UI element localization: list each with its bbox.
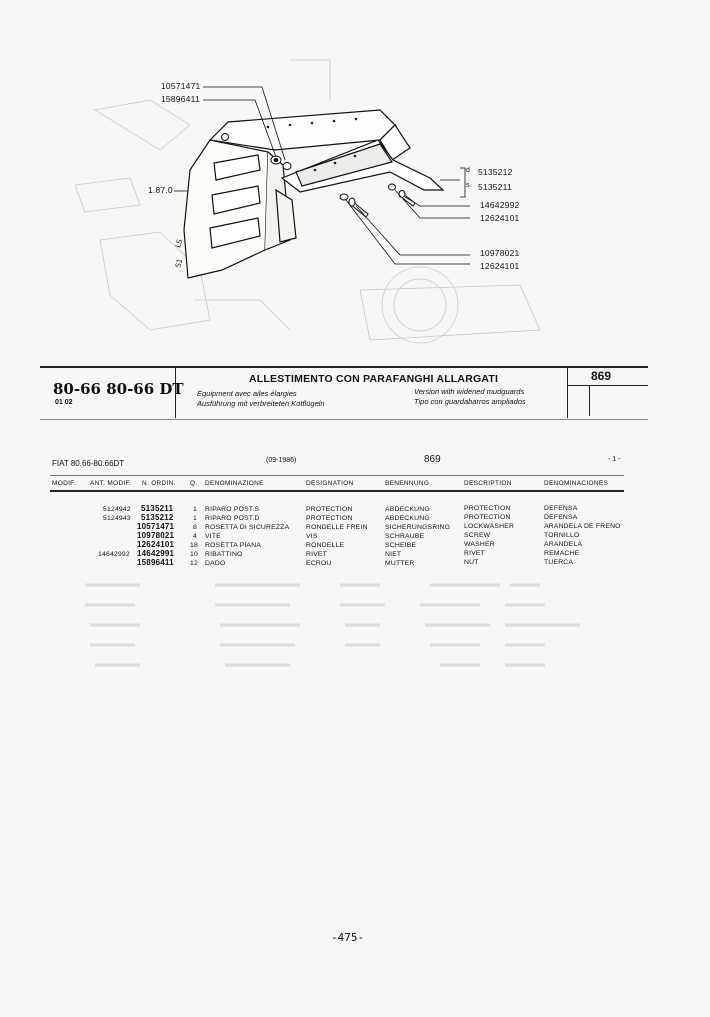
ghost-drawing (75, 60, 540, 343)
order-number: 5135212 (141, 513, 174, 522)
callout-10978021: 10978021 (480, 248, 520, 258)
exploded-parts-diagram (0, 0, 710, 360)
header-top-rule (40, 366, 648, 368)
order-number: 14642991 (137, 549, 175, 558)
col-french: DESIGNATION (306, 480, 354, 487)
col-modif: MODIF. (52, 480, 76, 487)
model-title: 80-66 80-66 DT (53, 380, 184, 398)
desc-spanish: DEFENSA (544, 505, 578, 512)
model-line: FIAT 80.66-80.66DT (52, 459, 125, 468)
svg-text:S1: S1 (174, 257, 185, 269)
ant-modif: 5124943 (103, 515, 131, 522)
header-divider-right (567, 368, 568, 418)
callout-12624101-a: 12624101 (480, 213, 520, 223)
group-ref: 869 (424, 454, 441, 465)
desc-spanish: TORNILLO (544, 532, 580, 539)
desc-french: ECROU (306, 560, 332, 567)
desc-english: NUT (464, 559, 479, 566)
desc-german: ABDECKUNG (385, 506, 430, 513)
page-number: -475- (331, 931, 365, 944)
col-italian: DENOMINAZIONE (205, 480, 264, 487)
callout-10571471: 10571471 (161, 81, 201, 91)
order-number: 10978021 (137, 531, 175, 540)
order-number: 5135211 (141, 504, 174, 513)
callout-bracket-d: d (466, 167, 471, 174)
desc-german: ABDECKUNG (385, 515, 430, 522)
ant-modif: 14642992 (98, 551, 130, 558)
header-bottom-rule (40, 419, 648, 420)
desc-english: SCREW (464, 532, 491, 539)
col-german: BENENNUNG (385, 480, 430, 487)
desc-spanish: DEFENSA (544, 514, 578, 521)
col-order-number: N. ORDIN. (142, 480, 176, 487)
quantity: 10 (190, 551, 198, 558)
desc-english: PROTECTION (464, 505, 511, 512)
desc-english: PROTECTION (464, 514, 511, 521)
desc-french: PROTECTION (306, 515, 353, 522)
desc-spanish: TUERCA (544, 559, 574, 566)
desc-italian: VITE (205, 533, 221, 540)
desc-italian: RIBATTINO (205, 551, 243, 558)
desc-german: SCHRAUBE (385, 533, 425, 540)
sheet-number: - 1 - (608, 456, 621, 463)
model-subcode: 01 02 (55, 399, 73, 406)
callout-1870: 1.87.0 (148, 185, 173, 195)
callout-bracket-s: s (466, 182, 470, 189)
ant-modif: 5124942 (103, 506, 131, 513)
desc-french: RONDELLE (306, 542, 345, 549)
col-ant-modif: ANT. MODIF. (90, 480, 132, 487)
desc-italian: ROSETTA DI SICUREZZA (205, 524, 290, 531)
col-spanish: DENOMINACIONES (544, 480, 609, 487)
desc-french: VIS (306, 533, 318, 540)
title-german: Ausführung mit verbreiteten Kotflügeln (197, 399, 325, 408)
quantity: 8 (193, 524, 197, 531)
desc-english: RIVET (464, 550, 486, 557)
quantity: 1 (193, 515, 197, 522)
desc-german: SCHEIBE (385, 542, 417, 549)
date-range: (09-1986) (266, 457, 297, 464)
group-box-rule (567, 385, 648, 386)
desc-german: MUTTER (385, 560, 415, 567)
svg-text:LS: LS (174, 238, 185, 249)
desc-italian: DADO (205, 560, 226, 567)
title-english: Version with widened mudguards (414, 387, 525, 396)
desc-german: SICHERUNGSRING (385, 524, 451, 531)
order-number: 10571471 (137, 522, 175, 531)
desc-italian: ROSETTA PIANA (205, 542, 262, 549)
columns-bottom-rule (50, 490, 624, 492)
col-english: DESCRIPTION (464, 480, 512, 487)
rivet-detail (389, 184, 416, 206)
col-quantity: Q. (190, 480, 198, 487)
callout-5135212: 5135212 (478, 167, 513, 177)
title-french: Equipment avec ailes élargies (197, 389, 297, 398)
page-title: ALLESTIMENTO CON PARAFANGHI ALLARGATI (249, 373, 499, 385)
callout-14642992: 14642992 (480, 200, 520, 210)
quantity: 1 (193, 506, 197, 513)
group-box-tick (589, 386, 590, 416)
group-number: 869 (591, 369, 612, 383)
screw-detail (340, 194, 368, 217)
order-number: 15896411 (137, 558, 174, 567)
quantity: 18 (190, 542, 198, 549)
desc-italian: RIPARO POST.D (205, 515, 260, 522)
bleed-through-strokes (85, 585, 580, 665)
quantity: 4 (193, 533, 197, 540)
desc-spanish: REMACHE (544, 550, 580, 557)
bleed-through-texture (0, 560, 710, 700)
desc-french: PROTECTION (306, 506, 353, 513)
order-number: 12624101 (137, 540, 175, 549)
callout-12624101-b: 12624101 (480, 261, 520, 271)
title-spanish: Tipo con guardabarros ampliados (414, 397, 526, 406)
desc-french: RONDELLE FREIN (306, 524, 368, 531)
desc-french: RIVET (306, 551, 328, 558)
callout-15896411: 15896411 (161, 94, 200, 104)
callout-5135211: 5135211 (478, 182, 512, 192)
quantity: 12 (190, 560, 198, 567)
desc-english: LOCKWASHER (464, 523, 515, 530)
desc-spanish: ARANDELA DE FRENO (544, 523, 621, 530)
desc-english: WASHER (464, 541, 495, 548)
desc-italian: RIPARO POST.S (205, 506, 260, 513)
columns-top-rule (50, 475, 624, 476)
desc-spanish: ARANDELA (544, 541, 583, 548)
desc-german: NIET (385, 551, 402, 558)
